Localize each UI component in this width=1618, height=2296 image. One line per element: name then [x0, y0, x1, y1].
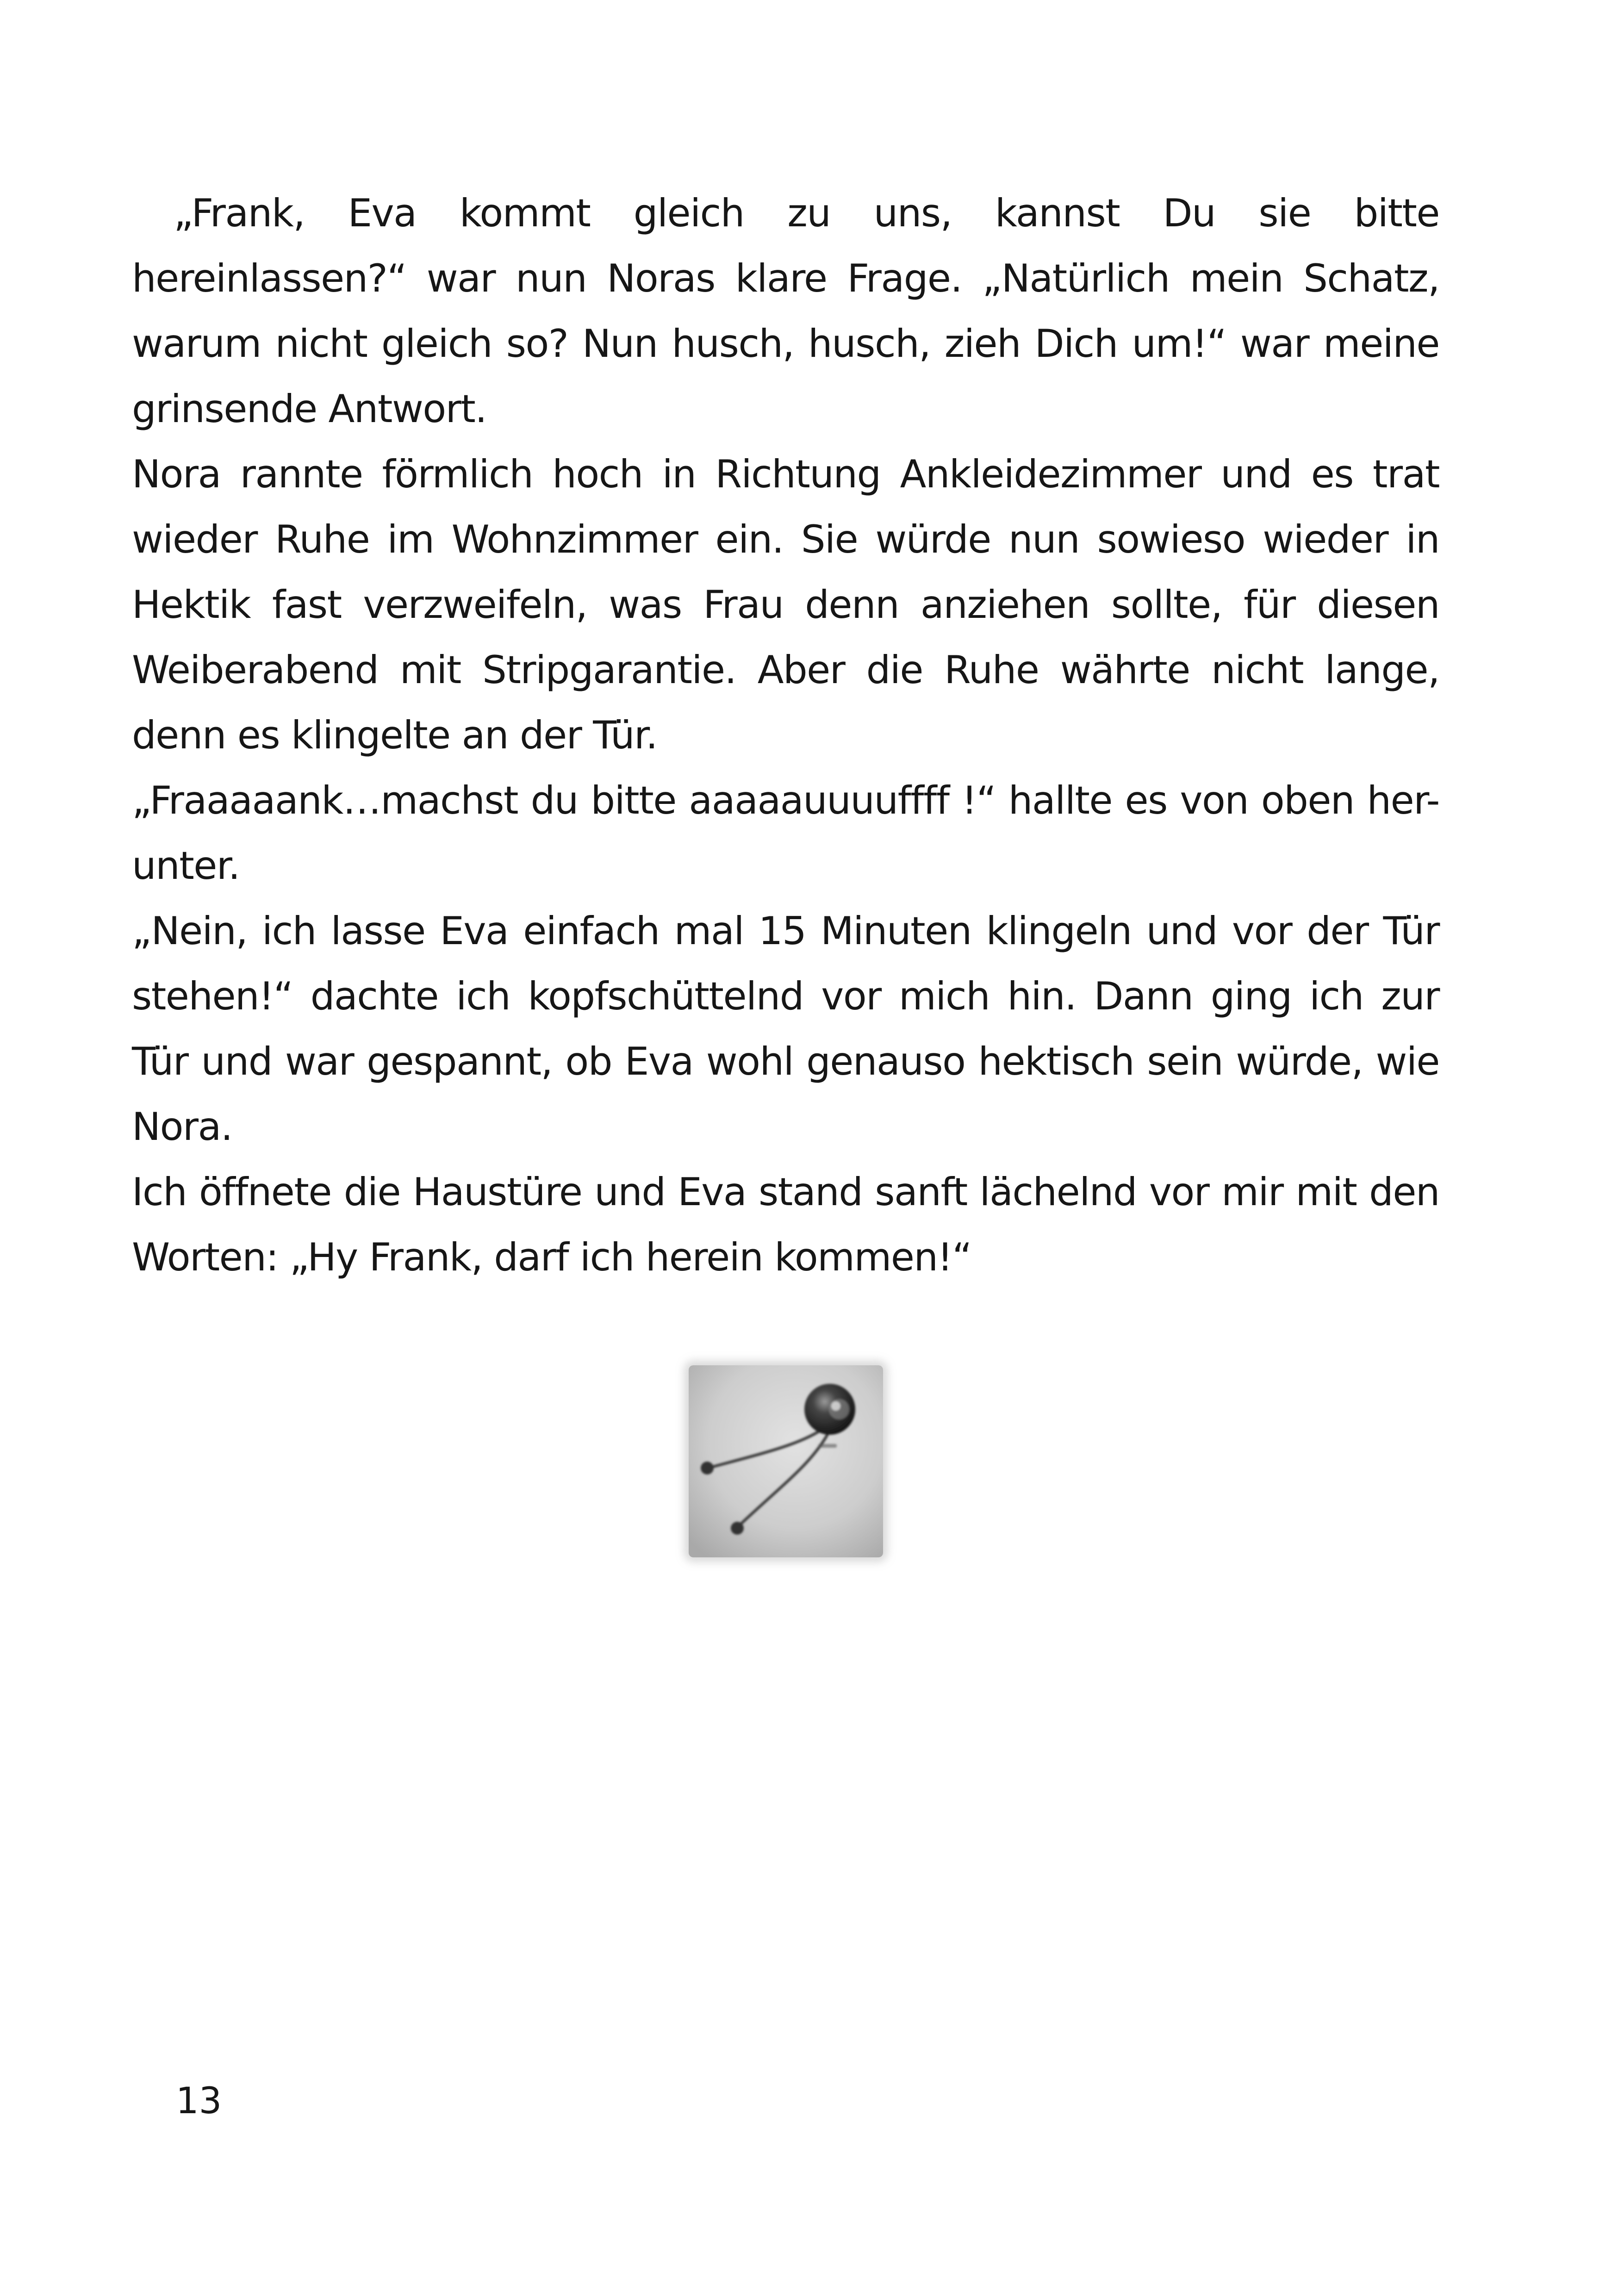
illustration-image — [689, 1365, 883, 1557]
ball-with-cords-icon — [689, 1365, 883, 1557]
paragraph-4: „Nein, ich lasse Eva einfach mal 15 Minuten klingeln und vor der Tür stehen!“ dachte ich kopfschüttelnd vor mich hin. Dann ging ich zur Tür und war gespannt, ob Eva wohl genauso hektisch sein würde, wie Nora. — [132, 908, 1439, 1149]
paragraph-2: Nora rannte förmlich hoch in Richtung Ankleidezimmer und es trat wieder Ruhe im Wohnzimmer ein. Sie würde nun sowieso wieder in Hektik fast verzweifeln, was Frau denn anziehen sollte, für diesen Weiberabend mit Stripgarantie. Aber die Ruhe währte nicht lange, denn es klingelte an der Tür. — [132, 452, 1439, 758]
page-number: 13 — [176, 2080, 222, 2122]
paragraph-5: Ich öffnete die Haustüre und Eva stand sanft lächelnd vor mir mit den Worten: „Hy Frank, darf ich herein kommen!“ — [132, 1170, 1439, 1280]
paragraph-3: „Fraaaaank…machst du bitte aaaaauuuuffff !“ hallte es von oben her-unter. — [132, 778, 1439, 888]
paragraph-1: „Frank, Eva kommt gleich zu uns, kannst Du sie bitte hereinlassen?“ war nun Noras klare Frage. „Natürlich mein Schatz, warum nicht gleich so? Nun husch, husch, zieh Dich um!“ war meine grinsende Antwort. — [132, 191, 1439, 431]
body-text — [132, 180, 1439, 1290]
